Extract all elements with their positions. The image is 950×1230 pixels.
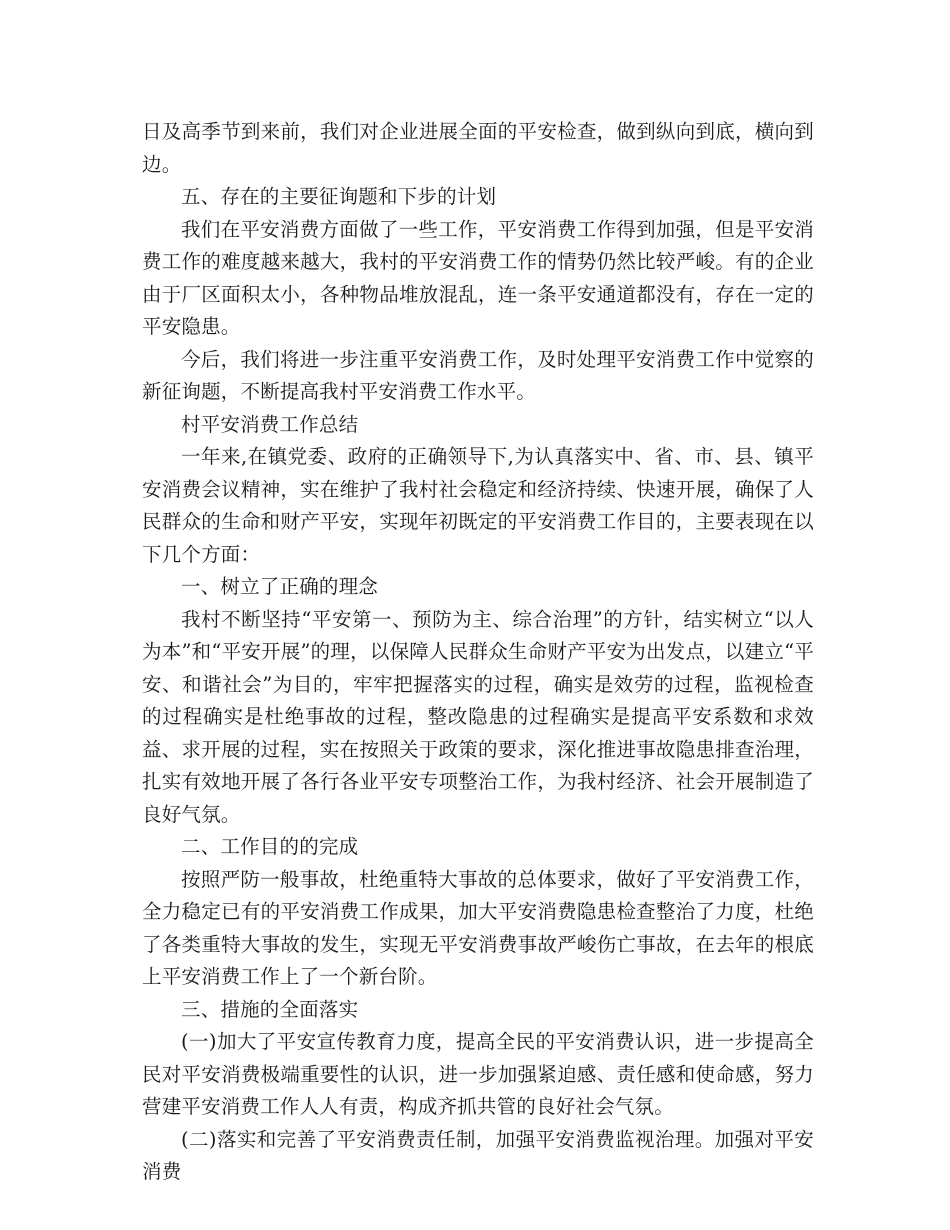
- paragraph: (一)加大了平安宣传教育力度，提高全民的平安消费认识，进一步提高全民对平安消费极端重要性的认识，进一步加强紧迫感、责任感和使命感，努力营建平安消费工作人人有责，构成齐抓共管的良好社会气氛。: [142, 1030, 814, 1118]
- section-heading-1: 一、树立了正确的理念: [181, 575, 379, 598]
- paragraph: 按照严防一般事故，杜绝重特大事故的总体要求，做好了平安消费工作，全力稳定已有的平安消费工作成果，加大平安消费隐患检查整治了力度，杜绝了各类重特大事故的发生，实现无平安消费事故严峻伤亡事故，在去年的根底上平安消费工作上了一个新台阶。: [142, 867, 814, 988]
- paragraph: (二)落实和完善了平安消费责任制，加强平安消费监视治理。加强对平安消费: [142, 1127, 814, 1183]
- paragraph-continuation: 日及高季节到来前，我们对企业进展全面的平安检查，做到纵向到底，横向到边。: [142, 120, 814, 176]
- section-heading-3: 三、措施的全面落实: [181, 997, 359, 1021]
- paragraph: 今后，我们将进一步注重平安消费工作，及时处理平安消费工作中觉察的新征询题，不断提高我村平安消费工作水平。: [142, 347, 814, 403]
- section-heading-5: 五、存在的主要征询题和下步的计划: [181, 185, 497, 208]
- paragraph: 我们在平安消费方面做了一些工作，平安消费工作得到加强，但是平安消费工作的难度越来越大，我村的平安消费工作的情势仍然比较严峻。有的企业由于厂区面积太小，各种物品堆放混乱，连一条平安通道都没有，存在一定的平安隐患。: [142, 217, 814, 338]
- section-heading-2: 二、工作目的的完成: [181, 835, 359, 858]
- paragraph: 我村不断坚持“平安第一、预防为主、综合治理”的方针，结实树立“以人为本”和“平安开展”的理，以保障人民群众生命财产平安为出发点，以建立“平安、和谐社会”为目的，牢牢把握落实的过程，确实是效劳的过程，监视检查的过程确实是杜绝事故的过程，整改隐患的过程确实是提高平安系数和求效益、求开展的过程，实在按照关于政策的要求，深化推进事故隐患排查治理，扎实有效地开展了各行各业平安专项整治工作，为我村经济、社会开展制造了良好气氛。: [142, 607, 814, 826]
- document-body: [142, 116, 814, 1189]
- paragraph: 一年来,在镇党委、政府的正确领导下,为认真落实中、省、市、县、镇平安消费会议精神，实在维护了我村社会稳定和经济持续、快速开展，确保了人民群众的生命和财产平安，实现年初既定的平安消费工作目的，主要表现在以下几个方面：: [142, 445, 814, 566]
- document-subtitle: 村平安消费工作总结: [181, 412, 359, 436]
